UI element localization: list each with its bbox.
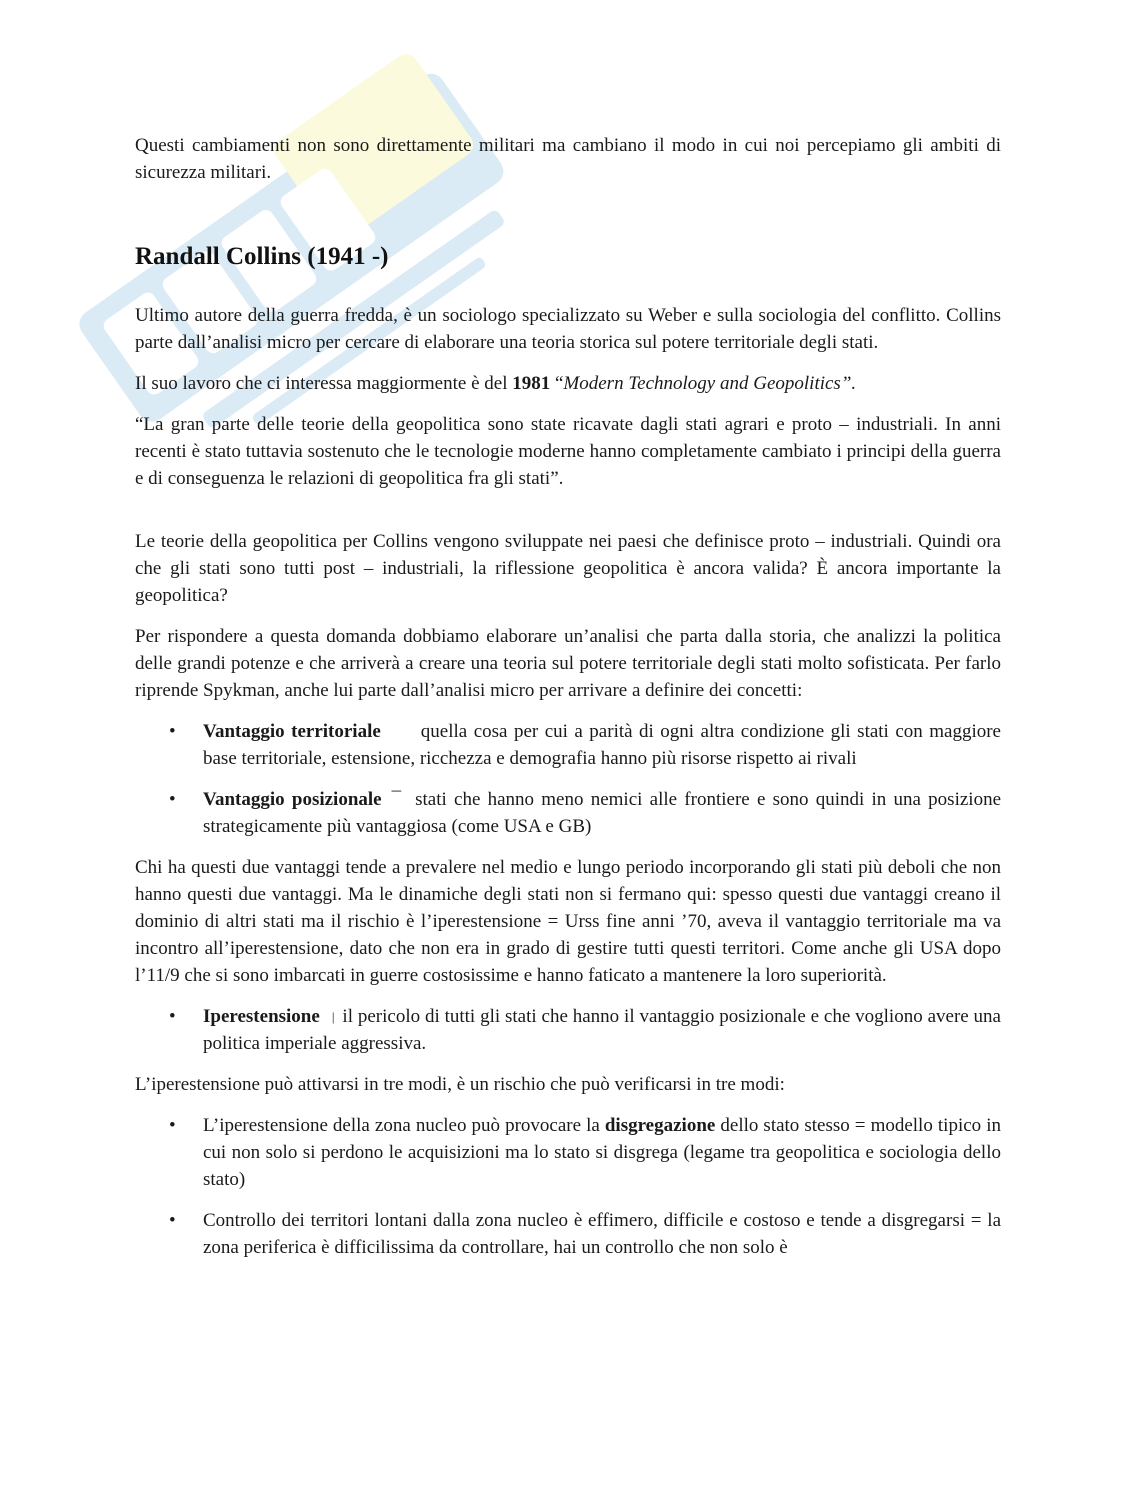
- paragraph-answer: Per rispondere a questa domanda dobbiamo elaborare un’analisi che parta dalla storia, che analizzi la politica delle grandi potenze e che arriverà a creare una teoria sul potere territoriale degli stati molto sofisticata. Per farlo riprende Spykman, anche lui parte dall’analisi micro per arrivare a definire dei concetti:: [135, 626, 1001, 701]
- term-separator: |: [331, 1009, 335, 1024]
- advantages-list: [135, 718, 1001, 840]
- bullet-dot: •: [169, 1210, 176, 1231]
- work-year: 1981: [512, 373, 551, 394]
- list-item: [135, 1112, 1001, 1193]
- three-ways-list: [135, 1112, 1001, 1261]
- list-item: [135, 718, 1001, 772]
- term-definition: quella cosa per cui a parità di ogni altra condizione gli stati con maggiore base territoriale, estensione, ricchezza e demografia hanno più risorse rispetto ai rivali: [203, 721, 1001, 769]
- item-text: Controllo dei territori lontani dalla zona nucleo è effimero, difficile e costoso e tende a disgregarsi = la zona periferica è difficilissima da controllare, hai un controllo che non solo è: [203, 1210, 1001, 1258]
- paragraph-collins-intro: Ultimo autore della guerra fredda, è un sociologo specializzato su Weber e sulla sociologia del conflitto. Collins parte dall’analisi micro per cercare di elaborare una teoria storica sul potere territoriale degli stati.: [135, 305, 1001, 353]
- bullet-dot: •: [169, 721, 176, 742]
- term-territorial-advantage: Vantaggio territoriale: [203, 721, 381, 742]
- work-prefix: Il suo lavoro che ci interessa maggiormente è del: [135, 373, 513, 394]
- term-definition: il pericolo di tutti gli stati che hanno il vantaggio posizionale e che vogliono avere una politica imperiale aggressiva.: [203, 1006, 1001, 1054]
- work-title: Modern Technology and Geopolitics”.: [563, 373, 857, 394]
- bullet-dot: •: [169, 1006, 176, 1027]
- work-open-quote: “: [550, 373, 564, 394]
- list-item: [135, 1207, 1001, 1261]
- item-text-pre: L’iperestensione della zona nucleo può provocare la: [203, 1115, 605, 1136]
- paragraph-work-1981: [135, 370, 1001, 397]
- overextension-list: [135, 1003, 1001, 1057]
- section-title: Randall Collins (1941 -): [135, 243, 389, 270]
- paragraph-three-ways: L’iperestensione può attivarsi in tre modi, è un rischio che può verificarsi in tre modi:: [135, 1074, 785, 1095]
- bullet-dot: •: [169, 1115, 176, 1136]
- paragraph-overextension: Chi ha questi due vantaggi tende a prevalere nel medio e lungo periodo incorporando gli stati più deboli che non hanno questi due vantaggi. Ma le dinamiche degli stati non si fermano qui: spesso questi due vantaggi creano il dominio di altri stati ma il rischio è l’iperestensione = Urss fine anni ’70, aveva il vantaggio territoriale ma va incontro all’iperestensione, dato che non era in grado di gestire tutti questi territori. Come anche gli USA dopo l’11/9 che si sono imbarcati in guerre costosissime e hanno faticato a mantenere la loro superiorità.: [135, 857, 1001, 986]
- term-overextension: Iperestensione: [203, 1006, 320, 1027]
- bullet-dot: •: [169, 789, 176, 810]
- paragraph-geopolitics-theories: Le teorie della geopolitica per Collins vengono sviluppate nei paesi che definisce proto – industriali. Quindi ora che gli stati sono tutti post – industriali, la riflessione geopolitica è ancora valida? È ancora importante la geopolitica?: [135, 531, 1001, 606]
- term-definition: stati che hanno meno nemici alle frontiere e sono quindi in una posizione strategicamente più vantaggiosa (come USA e GB): [203, 789, 1002, 837]
- term-positional-advantage: Vantaggio posizionale: [203, 789, 382, 810]
- term-separator: ¯: [391, 789, 402, 810]
- list-item: [135, 1003, 1001, 1057]
- list-item: [135, 786, 1001, 840]
- intro-paragraph: Questi cambiamenti non sono direttamente militari ma cambiano il modo in cui noi percepiamo gli ambiti di sicurezza militari.: [135, 135, 1001, 183]
- item-text-post: dello stato stesso = modello tipico in cui non solo si perdono le acquisizioni ma lo stato si disgrega (legame tra geopolitica e sociologia dello stato): [203, 1115, 1001, 1190]
- paragraph-quote: “La gran parte delle teorie della geopolitica sono state ricavate dagli stati agrari e proto – industriali. In anni recenti è stato tuttavia sostenuto che le tecnologie moderne hanno completamente cambiato i principi della guerra e di conseguenza le relazioni di geopolitica fra gli stati”.: [135, 414, 1001, 489]
- document-content: [135, 132, 1001, 1275]
- term-disintegration: disgregazione: [604, 1115, 716, 1136]
